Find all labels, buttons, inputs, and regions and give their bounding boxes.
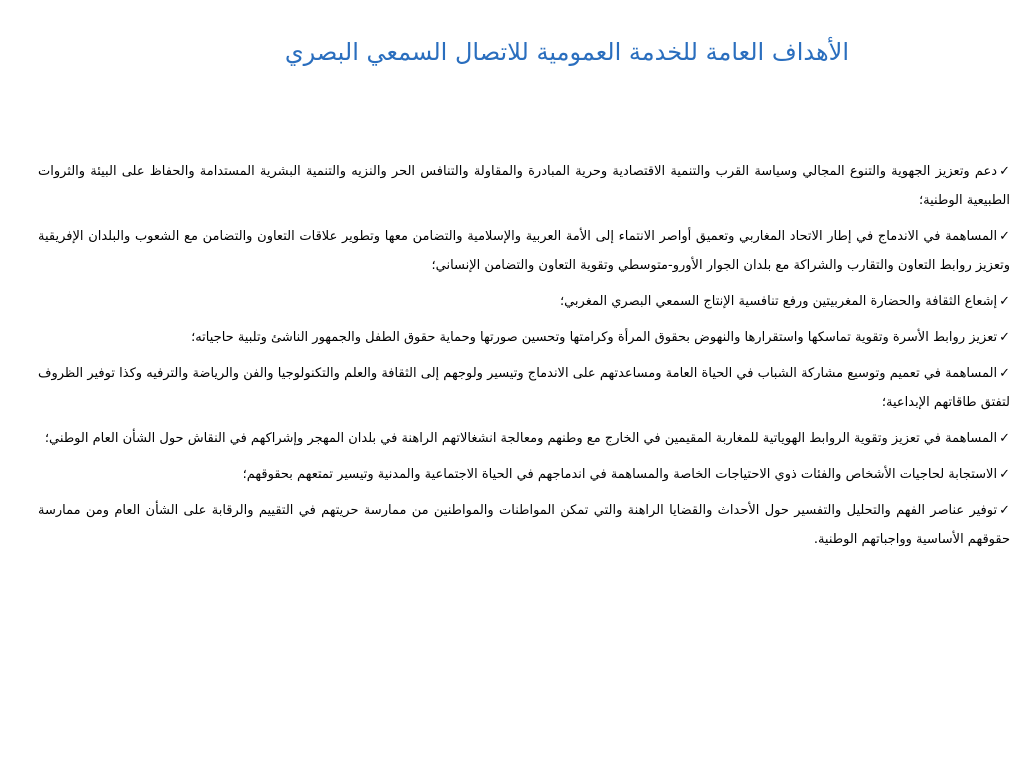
objective-item bbox=[38, 460, 1010, 489]
objectives-list bbox=[38, 157, 1010, 561]
objective-item bbox=[38, 157, 1010, 215]
check-mark-icon: ✓ bbox=[999, 294, 1010, 309]
objective-text: إشعاع الثقافة والحضارة المغربيتين ورفع تنافسية الإنتاج السمعي البصري المغربي؛ bbox=[559, 294, 998, 309]
objective-text: تعزيز روابط الأسرة وتقوية تماسكها واستقرارها والنهوض بحقوق المرأة وكرامتها وتحسين صورتها وحماية حقوق الطفل والجمهور الناشئ وتلبية حاجياته؛ bbox=[191, 330, 998, 345]
objective-item bbox=[38, 323, 1010, 352]
objective-text: توفير عناصر الفهم والتحليل والتفسير حول الأحداث والقضايا الراهنة والتي تمكن المواطنات والمواطنين من ممارسة حريتهم في التقييم والرقابة على الشأن العام ومن ممارسة حقوقهم الأساسية وواجباتهم الوطنية. bbox=[38, 503, 1010, 547]
objective-text: المساهمة في تعميم وتوسيع مشاركة الشباب في الحياة العامة ومساعدتهم على الاندماج وتيسير ولوجهم إلى الثقافة والعلم والتكنولوجيا والفن والرياضة والترفيه وكذا توفير الظروف لتفتق طاقاتهم الإبداعية؛ bbox=[38, 366, 1010, 410]
objective-item bbox=[38, 222, 1010, 280]
check-mark-icon: ✓ bbox=[999, 330, 1010, 345]
check-mark-icon: ✓ bbox=[999, 467, 1010, 482]
objective-text: المساهمة في تعزيز وتقوية الروابط الهوياتية للمغاربة المقيمين في الخارج مع وطنهم ومعالجة انشغالاتهم الراهنة في بلدان المهجر وإشراكهم في النقاش حول الشأن العام الوطني؛ bbox=[44, 431, 998, 446]
objective-item bbox=[38, 287, 1010, 316]
objective-text: المساهمة في الاندماج في إطار الاتحاد المغاربي وتعميق أواصر الانتماء إلى الأمة العربية والإسلامية والتضامن معها وتطوير علاقات التعاون والتضامن مع الشعوب والبلدان الإفريقية وتعزيز روابط التعاون والتقارب والشراكة مع بلدان الجوار الأورو-متوسطي وتقوية التعاون والتضامن الإنساني؛ bbox=[38, 229, 1010, 273]
check-mark-icon: ✓ bbox=[999, 503, 1010, 518]
objective-text: دعم وتعزيز الجهوية والتنوع المجالي وسياسة القرب والتنمية الاقتصادية وحرية المبادرة والمقاولة والتنافس الحر والنزيه والتنمية البشرية المستدامة والحفاظ على البيئة والثروات الطبيعية الوطنية؛ bbox=[38, 164, 1010, 208]
slide-title: الأهداف العامة للخدمة العمومية للاتصال السمعي البصري bbox=[284, 38, 849, 66]
check-mark-icon: ✓ bbox=[999, 366, 1010, 381]
check-mark-icon: ✓ bbox=[999, 164, 1010, 179]
objective-item bbox=[38, 496, 1010, 554]
objective-text: الاستجابة لحاجيات الأشخاص والفئات ذوي الاحتياجات الخاصة والمساهمة في اندماجهم في الحياة الاجتماعية والمدنية وتيسير تمتعهم بحقوقهم؛ bbox=[242, 467, 998, 482]
objective-item bbox=[38, 424, 1010, 453]
check-mark-icon: ✓ bbox=[999, 229, 1010, 244]
objective-item bbox=[38, 359, 1010, 417]
check-mark-icon: ✓ bbox=[999, 431, 1010, 446]
